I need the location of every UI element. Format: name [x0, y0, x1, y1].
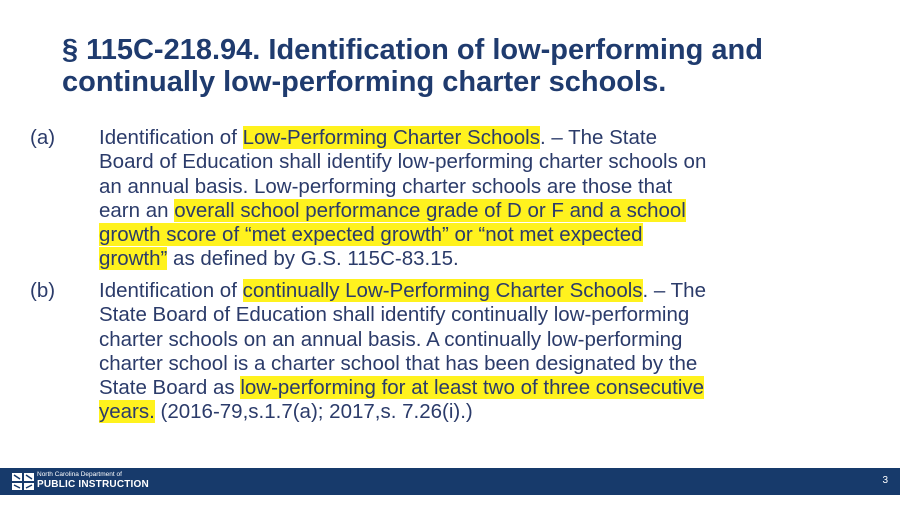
- highlighted-text: growth”: [99, 247, 168, 271]
- highlighted-text: overall school performance grade of D or F and a school: [174, 198, 686, 222]
- paragraph-body: [99, 126, 859, 272]
- department-name: North Carolina Department of: [37, 471, 122, 478]
- highlighted-text: continually Low-Performing Charter Schools: [242, 279, 643, 302]
- text-line: [99, 199, 859, 223]
- text-segment: earn an: [99, 198, 175, 222]
- highlighted-text: low-performing for at least two of three consecutive: [240, 376, 705, 400]
- page-number: 3: [882, 475, 888, 486]
- text-line: [99, 126, 859, 150]
- text-segment: as defined by G.S. 115C-83.15.: [167, 247, 459, 271]
- highlighted-text: years.: [99, 400, 155, 424]
- ncdpi-logo-icon: [12, 472, 34, 491]
- text-line: [99, 223, 859, 247]
- paragraph-label: (a): [30, 126, 56, 149]
- slide-title: [62, 34, 862, 98]
- text-line: [99, 400, 859, 424]
- paragraph-label: (b): [30, 279, 56, 302]
- text-segment: . – The State: [539, 126, 657, 149]
- title-line-1: § 115C-218.94. Identification of low-performing and: [62, 34, 763, 66]
- highlighted-text: growth score of “met expected growth” or “not met expected: [99, 223, 643, 247]
- text-segment: (2016-79,s.1.7(a); 2017,s. 7.26(i).): [154, 400, 473, 424]
- highlighted-text: Low-Performing Charter Schools: [242, 126, 540, 149]
- text-segment: Identification of: [99, 279, 243, 302]
- text-line: charter schools on an annual basis. A continually low-performing: [99, 327, 683, 351]
- footer-bar: [0, 468, 900, 495]
- agency-name: PUBLIC INSTRUCTION: [37, 479, 149, 490]
- text-line: Board of Education shall identify low-performing charter schools on: [99, 150, 707, 174]
- paragraph-body: [99, 279, 859, 425]
- text-line: [99, 376, 859, 400]
- title-line-2: continually low-performing charter schools.: [62, 66, 667, 98]
- text-line: State Board of Education shall identify continually low-performing: [99, 303, 690, 327]
- text-segment: State Board as: [99, 376, 241, 400]
- text-segment: Identification of: [99, 126, 243, 149]
- text-line: [99, 247, 859, 271]
- text-segment: . – The: [642, 279, 706, 302]
- text-line: charter school is a charter school that has been designated by the: [99, 351, 698, 375]
- text-line: [99, 279, 859, 303]
- text-line: an annual basis. Low-performing charter schools are those that: [99, 174, 673, 198]
